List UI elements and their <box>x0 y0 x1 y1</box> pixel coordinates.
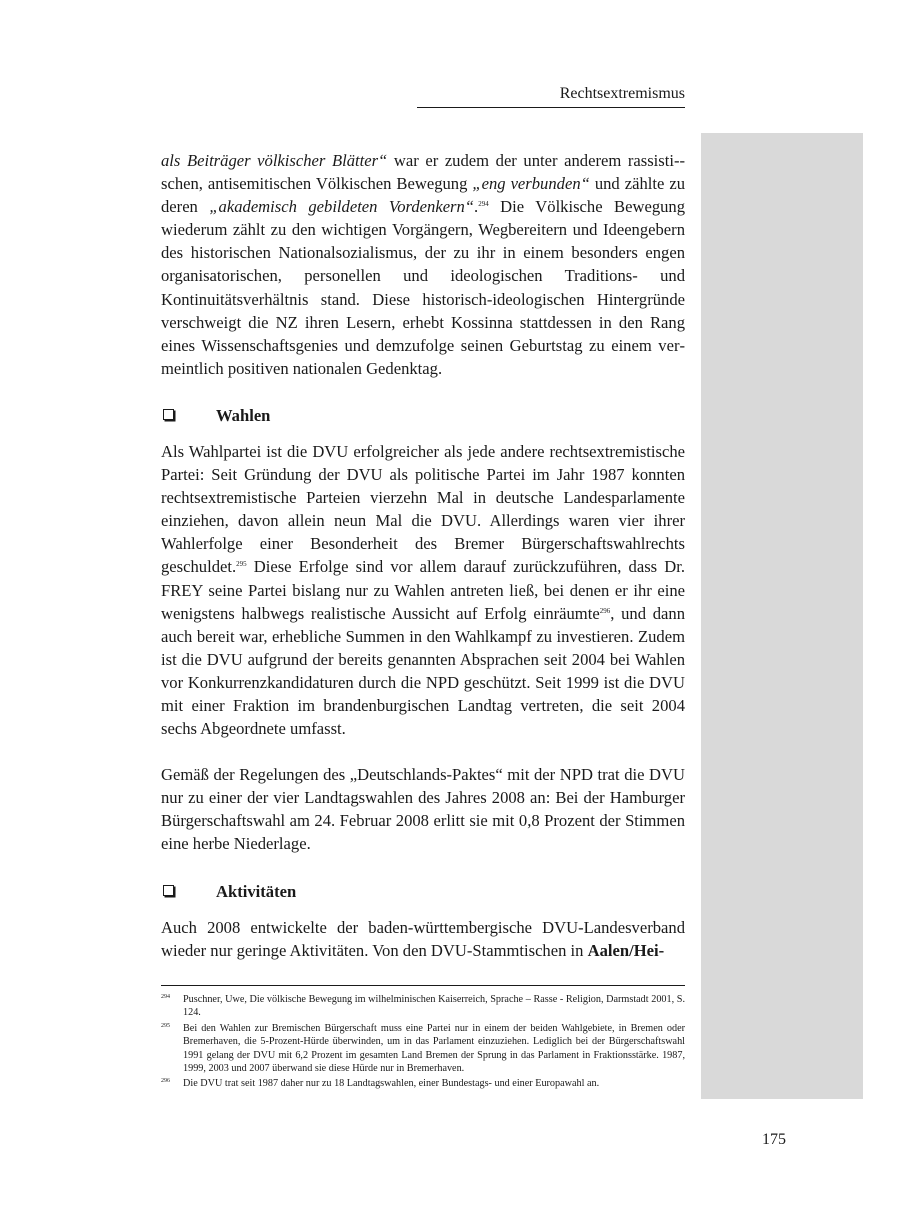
footnote-ref-296[interactable]: 296 <box>599 606 611 615</box>
footnote-number: 294 <box>161 994 170 1000</box>
footnotes <box>161 993 685 1093</box>
paragraph-4: Auch 2008 entwickelte der baden-württembergische DVU-Landesverband wieder nur geringe Aktivitäten. Von den DVU-Stammtischen in Aalen/Hei- <box>161 917 685 960</box>
footnote-text: Puschner, Uwe, Die völkische Bewegung im wilhelminischen Kaiserreich, Sprache – Rasse - Religion, Darmstadt 2001, S. 124. <box>183 994 685 1019</box>
page-number: 175 <box>762 1131 786 1148</box>
footnote-number: 296 <box>161 1078 170 1085</box>
footnote-ref-295[interactable]: 295 <box>236 560 247 569</box>
footnote-text: Bei den Wahlen zur Bremischen Bürgerschaft muss eine Partei nur in einem der beiden Wahlgebiete, in Bremen oder Bremerhaven, die 5-Prozent-Hürde überwinden, um in das Parlament einzuziehen. Lediglich bei der Bürgerschaftswahl 1991 gelang der DVU mit 6,2 Prozent im gesamten Land Bremen der Sprung in das Parlament in Fraktionsstärke. 1987, 1999, 2003 und 2007 überwand sie diese Hürde nur in Bremerhaven. <box>183 1022 685 1075</box>
main-text <box>161 149 685 962</box>
section-title: Aktivitäten <box>216 881 297 901</box>
margin-band <box>701 133 863 1099</box>
footnote-ref-294[interactable]: 294 <box>478 200 489 209</box>
section-title: Wahlen <box>216 405 271 425</box>
checkbox-bullet-icon <box>163 409 174 420</box>
footnote <box>161 1077 685 1090</box>
footnote-number: 295 <box>161 1022 170 1029</box>
footnote <box>161 1022 685 1076</box>
paragraph-2: Als Wahlpartei ist die DVU erfolgreicher als jede andere rechtsextremistische Partei: Seit Gründung der DVU als politische Partei im Jahr 1987 konnten rechtsextremistische Parteien vierzehn Mal in deutsche Landesparlamente einziehen, davon allein neun Mal die DVU. Allerdings waren vier ihrer Wahlerfolge einer Besonderheit des Bremer Bürgerschaftswahlrechts geschuldet.$^{295}$ Diese Erfolge sind vor allem darauf zurückzuführen, dass Dr. FREY seine Partei bislang nur zu Wahlen antreten ließ, bei denen er ihr eine wenigstens halbwegs realistische Aussicht auf Erfolg einräumte$^{296}$, und dann auch bereit war, erhebliche Summen in den Wahlkampf zu investieren. Zudem ist die DVU aufgrund der bereits genannten Absprachen seit 2004 bei Wahlen vor Konkurrenzkandidaturen durch die NPD geschützt. Seit 1999 ist die DVU mit einer Fraktion im brandenburgischen Landtag vertreten, die seit 2004 sechs Abgeordnete umfasst. <box>161 441 685 739</box>
quote-eng-verbunden: „eng verbunden“ <box>472 174 590 194</box>
running-head: Rechtsextremismus <box>417 84 685 108</box>
footnote <box>161 993 685 1020</box>
footnote-separator <box>161 985 685 986</box>
section-heading-wahlen <box>161 403 685 428</box>
paragraph-1: als Beiträger völkischer Blätter“ war er zudem der unter anderem rassisti-schen, antisemitischen Völkischen Bewegung „eng verbunden“ und zählte zu deren „akademisch gebildeten Vordenkern“.$^{294}$ Die Völkische Bewegung wiederum zählt zu den wichtigen Vorgängern, Wegbereitern und Ideengebern des historischen Nationalsozialismus, der zu ihr in einem besonders engen organisatorischen, personellen und ideologischen Traditions- und Kontinuitätsverhältnis stand. Diese historisch-ideologischen Hintergründe verschweigt die NZ ihren Lesern, erhebt Kossinna stattdessen in den Rang eines Wissenschaftsgenies und demzufolge seinen Geburtstag zu einem vermeintlich positiven nationalen Gedenktag. <box>161 151 686 378</box>
bold-location: Aalen/Hei- <box>587 940 665 960</box>
footnote-text: Die DVU trat seit 1987 daher nur zu 18 Landtagswahlen, einer Bundestags- und einer Europawahl an. <box>183 1078 600 1090</box>
quote-beitraeger: als Beiträger völkischer Blätter“ <box>161 151 388 170</box>
checkbox-bullet-icon <box>163 885 174 896</box>
paragraph-3: Gemäß der Regelungen des „Deutschlands-Paktes“ mit der NPD trat die DVU nur zu einer der vier Landtagswahlen des Jahres 2008 an: Bei der Hamburger Bürgerschaftswahl am 24. Februar 2008 erlitt sie mit 0,8 Prozent der Stimmen eine herbe Niederlage. <box>161 765 685 854</box>
quote-vordenkern: „akademisch gebildeten Vordenkern“ <box>209 197 475 217</box>
section-heading-aktivitaeten <box>161 879 685 904</box>
